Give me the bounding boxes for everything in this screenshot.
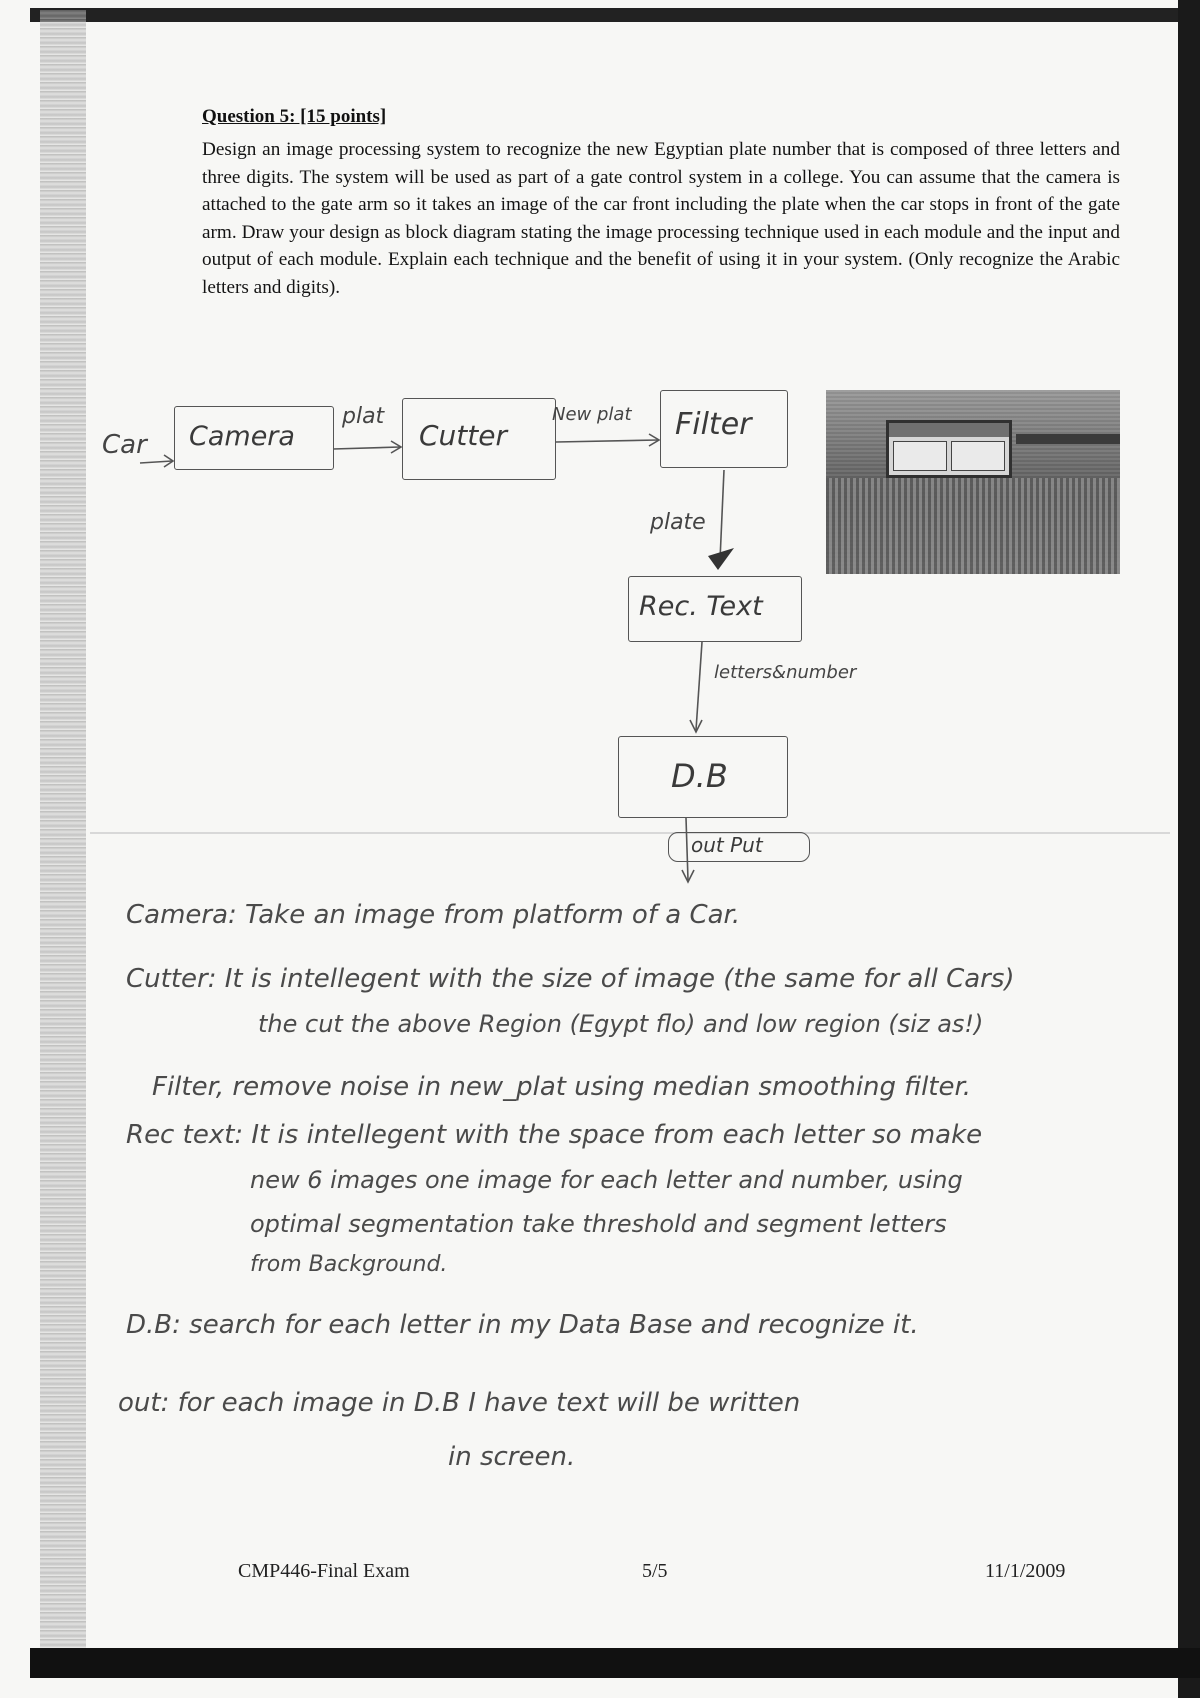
- explanation-rec-text-cont3: from Background.: [250, 1252, 448, 1277]
- explanation-cutter: Cutter: It is intellegent with the size of image (the same for all Cars): [126, 964, 1015, 994]
- arrow-car-camera: [140, 461, 172, 463]
- arrow-camera-cutter: [333, 447, 400, 449]
- block-camera-label: Camera: [189, 421, 295, 452]
- question-body: Design an image processing system to recognize the new Egyptian plate number that is composed of three letters and three digits. The system will be used as part of a gate control system in a college. You can assume that the camera is attached to the gate arm so it takes an image of the car front including the plate when the car stops in front of the gate arm. Draw your design as block diagram stating the image processing technique used in each module and the input and output of each module. Explain each technique and the benefit of using it in your system. (Only recognize the Arabic letters and digits).: [202, 139, 1120, 298]
- input-car-label: Car: [102, 430, 147, 460]
- arrow-filter-rec: [720, 470, 724, 560]
- output-bracket: [668, 832, 810, 862]
- explanation-camera: Camera: Take an image from platform of a Car.: [126, 900, 741, 930]
- question-title: Question 5: [15 points]: [202, 106, 387, 127]
- block-camera: [174, 406, 334, 470]
- block-db: [618, 736, 788, 818]
- edge-label-plate: plate: [650, 510, 706, 535]
- explanation-cutter-cont: the cut the above Region (Egypt flo) and low region (siz as!): [258, 1010, 984, 1038]
- explanation-filter: Filter, remove noise in new_plat using median smoothing filter.: [152, 1072, 972, 1102]
- block-rec-text-label: Rec. Text: [639, 591, 763, 622]
- explanation-rec-text-cont2: optimal segmentation take threshold and segment letters: [250, 1210, 947, 1238]
- arrow-rec-db: [696, 642, 702, 730]
- block-rec-text: [628, 576, 802, 642]
- edge-label-new-plat: New plat: [552, 404, 632, 425]
- block-db-label: D.B: [671, 757, 728, 795]
- explanation-db: D.B: search for each letter in my Data Base and recognize it.: [126, 1310, 919, 1340]
- explanation-rec-text-cont1: new 6 images one image for each letter and number, using: [250, 1166, 963, 1194]
- scan-edge-bottom: [30, 1648, 1200, 1678]
- edge-label-letters-number: letters&number: [714, 662, 857, 683]
- block-filter: [660, 390, 788, 468]
- block-filter-label: Filter: [675, 407, 752, 442]
- footer-date: 11/1/2009: [985, 1560, 1066, 1582]
- explanation-rec-text: Rec text: It is intellegent with the space from each letter so make: [126, 1120, 983, 1150]
- explanation-output-cont: in screen.: [448, 1442, 576, 1472]
- explanation-output: out: for each image in D.B I have text will be written: [118, 1388, 801, 1418]
- output-label: out Put: [691, 833, 763, 857]
- arrow-cutter-filter: [556, 440, 658, 442]
- block-cutter-label: Cutter: [419, 419, 507, 452]
- block-cutter: [402, 398, 556, 480]
- footer-page-number: 5/5: [642, 1560, 668, 1582]
- edge-label-plat: plat: [342, 404, 385, 429]
- footer-course: CMP446-Final Exam: [238, 1560, 410, 1582]
